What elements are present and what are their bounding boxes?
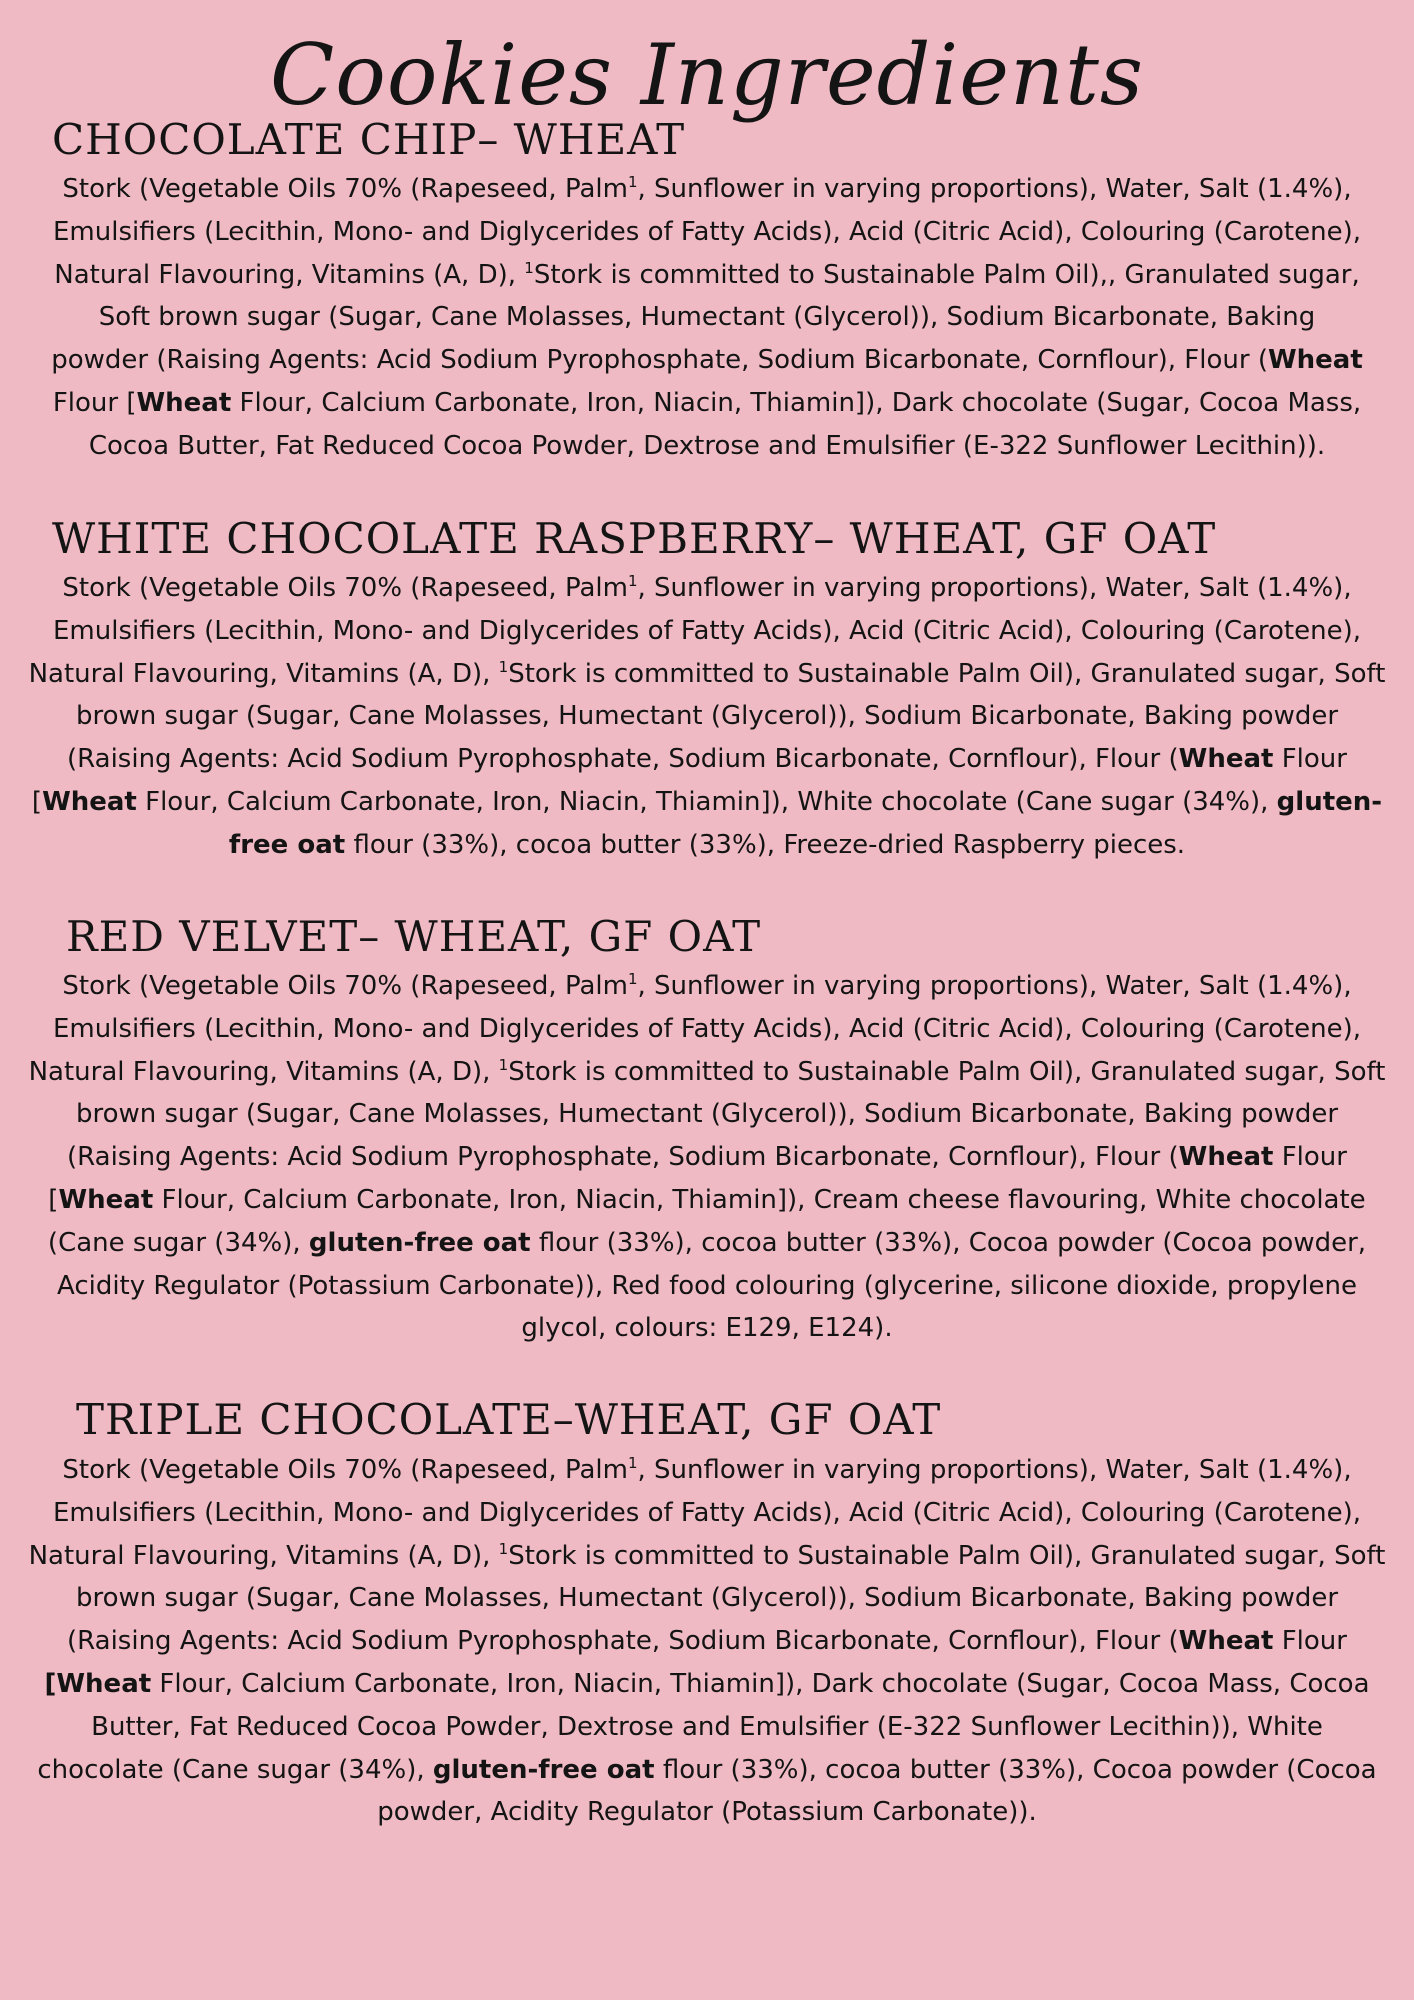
allergen-highlight: Wheat (1178, 744, 1274, 775)
page-title: Cookies Ingredients (270, 26, 1144, 124)
footnote-marker: 1 (498, 1055, 509, 1074)
ingredient-text: Stork is committed to Sustainable Palm Oil), Granulated sugar, Soft brown sugar (Sugar, Cane Molasses, Humectant (Glycerol)), Sodium Bicarbonate, Baking powder (Raising Agents: Acid Sodium Pyrophosphate, Sodium Bicarbonate, Cornflour), Flour ( (67, 658, 1386, 775)
ingredient-text: Stork (Vegetable Oils 70% (Rapeseed, Palm (62, 1455, 628, 1485)
ingredients-triple-chocolate (25, 1449, 1389, 1834)
section-heading-triple-chocolate: TRIPLE CHOCOLATE–WHEAT, GF OAT (76, 1395, 942, 1444)
allergen-highlight: Wheat (58, 1184, 154, 1215)
allergen-highlight: Wheat (136, 387, 232, 418)
ingredient-text: flour (33%), cocoa butter (33%), Cocoa powder (Cocoa powder, Acidity Regulator (Potassium Carbonate)), Red food colouring (glycerine, silicone dioxide, propylene glycol, colours: E129, E124). (56, 1227, 1367, 1344)
ingredient-text: Stork is committed to Sustainable Palm Oil), Granulated sugar, Soft brown sugar (Sugar, Cane Molasses, Humectant (Glycerol)), Sodium Bicarbonate, Baking powder (Raising Agents: Acid Sodium Pyrophosphate, Sodium Bicarbonate, Cornflour), Flour ( (67, 1056, 1386, 1173)
ingredient-text: flour (33%), cocoa butter (33%), Cocoa powder (Cocoa powder, Acidity Regulator (Potassium Carbonate)). (377, 1754, 1377, 1828)
ingredient-text: , Sunflower in varying proportions), Water, Salt (1.4%), Emulsifiers (Lecithin, Mono- and Diglycerides of Fatty Acids), Acid (Citric Acid), Colouring (Carotene), Natural Flavouring, Vitamins (A, D), (28, 971, 1362, 1087)
allergen-highlight: Wheat (1267, 345, 1363, 376)
ingredient-text: Flour [ (31, 744, 1347, 817)
allergen-highlight: [Wheat (44, 1668, 152, 1699)
section-heading-white-chocolate-raspberry: WHITE CHOCOLATE RASPBERRY– WHEAT, GF OAT (52, 514, 1217, 563)
ingredient-text: Flour, Calcium Carbonate, Iron, Niacin, Thiamin]), Dark chocolate (Sugar, Cocoa Mass, Cocoa Butter, Fat Reduced Cocoa Powder, Dextrose and Emulsifier (E-322 Sunflower Lecithin)), White chocolate (Cane sugar (34%), (37, 1668, 1370, 1785)
allergen-highlight: Wheat (1178, 1626, 1274, 1657)
ingredient-text: Stork is committed to Sustainable Palm Oil),, Granulated sugar, Soft brown sugar (Sugar, Cane Molasses, Humectant (Glycerol)), Sodium Bicarbonate, Baking powder (Raising Agents: Acid Sodium Pyrophosphate, Sodium Bicarbonate, Cornflour), Flour ( (51, 259, 1360, 376)
ingredients-chocolate-chip (50, 168, 1364, 468)
ingredient-text: Flour, Calcium Carbonate, Iron, Niacin, Thiamin]), Dark chocolate (Sugar, Cocoa Mass, Cocoa Butter, Fat Reduced Cocoa Powder, Dextrose and Emulsifier (E-322 Sunflower Lecithin)). (88, 387, 1362, 461)
footnote-marker: 1 (627, 173, 638, 191)
ingredient-text: Flour, Calcium Carbonate, Iron, Niacin, Thiamin]), Cream cheese flavouring, White chocolate (Cane sugar (34%), (47, 1184, 1366, 1258)
section-heading-chocolate-chip: CHOCOLATE CHIP– WHEAT (52, 115, 686, 164)
footnote-marker: 1 (498, 657, 509, 676)
allergen-highlight: gluten-free oat (228, 786, 1383, 860)
ingredient-text: Flour [ (48, 1142, 1347, 1215)
ingredient-text: Stork is committed to Sustainable Palm Oil), Granulated sugar, Soft brown sugar (Sugar, Cane Molasses, Humectant (Glycerol)), Sodium Bicarbonate, Baking powder (Raising Agents: Acid Sodium Pyrophosphate, Sodium Bicarbonate, Cornflour), Flour ( (67, 1540, 1386, 1657)
ingredient-text: Flour (1273, 1626, 1347, 1657)
footnote-marker: 1 (627, 970, 638, 988)
ingredient-text: , Sunflower in varying proportions), Water, Salt (1.4%), Emulsifiers (Lecithin, Mono- and Diglycerides of Fatty Acids), Acid (Citric Acid), Colouring (Carotene), Natural Flavouring, Vitamins (A, D), (28, 1455, 1362, 1571)
footnote-marker: 1 (524, 258, 534, 277)
ingredient-text: Stork (Vegetable Oils 70% (Rapeseed, Palm (62, 174, 628, 204)
ingredients-white-chocolate-raspberry (25, 567, 1389, 867)
ingredient-text: , Sunflower in varying proportions), Water, Salt (1.4%), Emulsifiers (Lecithin, Mono- and Diglycerides of Fatty Acids), Acid (Citric Acid), Colouring (Carotene), Natural Flavouring, Vitamins (A, D), (52, 174, 1362, 290)
footnote-marker: 1 (498, 1539, 509, 1558)
allergen-highlight: gluten-free oat (432, 1754, 655, 1785)
footnote-marker: 1 (627, 1454, 638, 1472)
ingredients-red-velvet (25, 965, 1389, 1350)
section-heading-red-velvet: RED VELVET– WHEAT, GF OAT (66, 912, 762, 961)
ingredient-text: flour (33%), cocoa butter (33%), Freeze-dried Raspberry pieces. (345, 829, 1186, 860)
ingredient-text: , Sunflower in varying proportions), Water, Salt (1.4%), Emulsifiers (Lecithin, Mono- and Diglycerides of Fatty Acids), Acid (Citric Acid), Colouring (Carotene), Natural Flavouring, Vitamins (A, D), (28, 573, 1362, 689)
ingredient-text: Stork (Vegetable Oils 70% (Rapeseed, Palm (62, 573, 628, 603)
ingredient-text: Stork (Vegetable Oils 70% (Rapeseed, Palm (62, 971, 628, 1001)
footnote-marker: 1 (627, 572, 638, 590)
allergen-highlight: Wheat (1178, 1142, 1274, 1173)
ingredient-text: Flour, Calcium Carbonate, Iron, Niacin, Thiamin]), White chocolate (Cane sugar (34%), (136, 786, 1277, 817)
allergen-highlight: gluten-free oat (308, 1227, 531, 1258)
allergen-highlight: Wheat (42, 786, 137, 817)
ingredient-text: Flour [ (52, 387, 137, 418)
